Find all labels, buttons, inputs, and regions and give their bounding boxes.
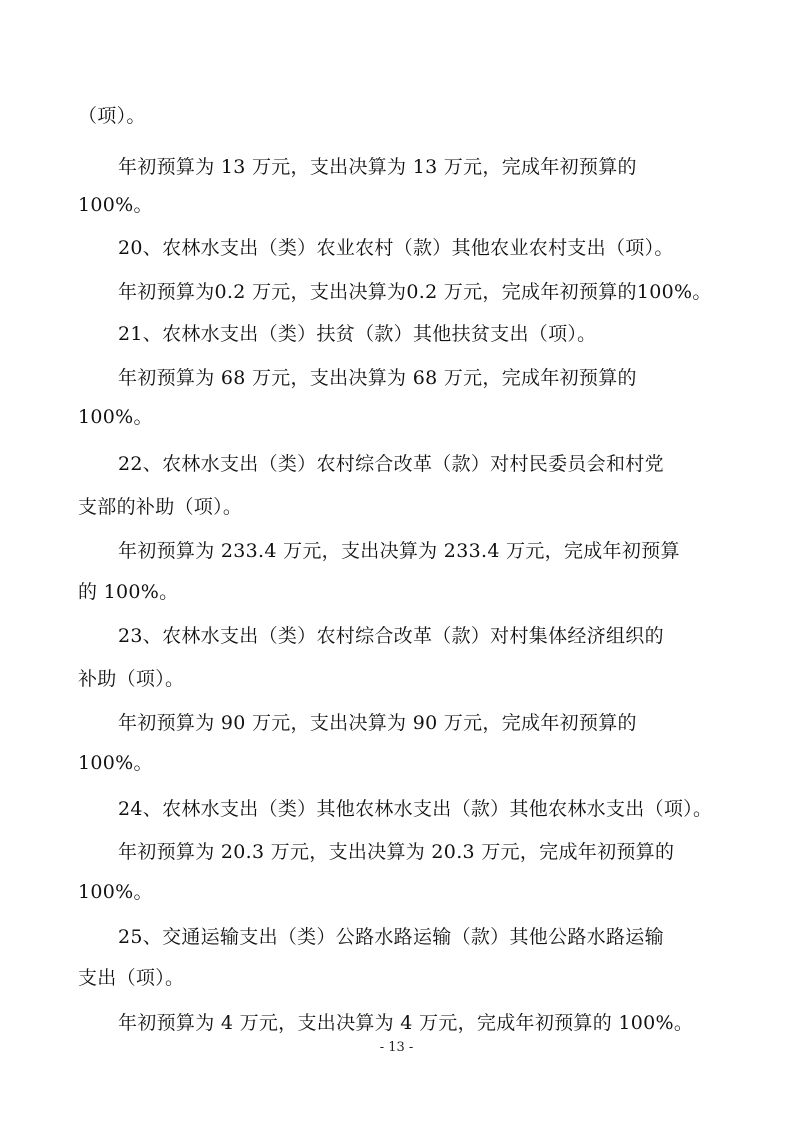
text-line: 的 100%。 (78, 581, 179, 603)
text-line: 23、农林水支出（类）农村综合改革（款）对村集体经济组织的 (118, 625, 664, 647)
text-line: 100%。 (78, 881, 153, 903)
text-line: 100%。 (78, 752, 153, 774)
text-line: 年初预算为 13 万元，支出决算为 13 万元，完成年初预算的 (118, 156, 637, 178)
text-line: 年初预算为0.2 万元，支出决算为0.2 万元，完成年初预算的100%。 (118, 281, 712, 303)
text-line: 年初预算为 20.3 万元，支出决算为 20.3 万元，完成年初预算的 (118, 841, 675, 863)
text-line: 100%。 (78, 194, 153, 216)
text-line: 补助（项）。 (78, 668, 185, 690)
page-number: - 13 - (379, 1040, 414, 1055)
text-line: 年初预算为 90 万元，支出决算为 90 万元，完成年初预算的 (118, 712, 637, 734)
text-line: 21、农林水支出（类）扶贫（款）其他扶贫支出（项）。 (118, 323, 597, 345)
text-line: （项）。 (78, 105, 146, 127)
text-line: 22、农林水支出（类）农村综合改革（款）对村民委员会和村党 (118, 453, 664, 475)
text-line: 24、农林水支出（类）其他农林水支出（款）其他农林水支出（项）。 (118, 798, 713, 820)
text-line: 支出（项）。 (78, 967, 185, 989)
text-line: 100%。 (78, 406, 153, 428)
text-line: 20、农林水支出（类）农业农村（款）其他农业农村支出（项）。 (118, 237, 674, 259)
text-line: 年初预算为 68 万元，支出决算为 68 万元，完成年初预算的 (118, 367, 637, 389)
text-line: 年初预算为 4 万元，支出决算为 4 万元，完成年初预算的 100%。 (118, 1012, 694, 1034)
text-line: 25、交通运输支出（类）公路水路运输（款）其他公路水路运输 (118, 926, 664, 948)
text-line: 支部的补助（项）。 (78, 496, 243, 518)
text-line: 年初预算为 233.4 万元，支出决算为 233.4 万元，完成年初预算 (118, 540, 680, 562)
